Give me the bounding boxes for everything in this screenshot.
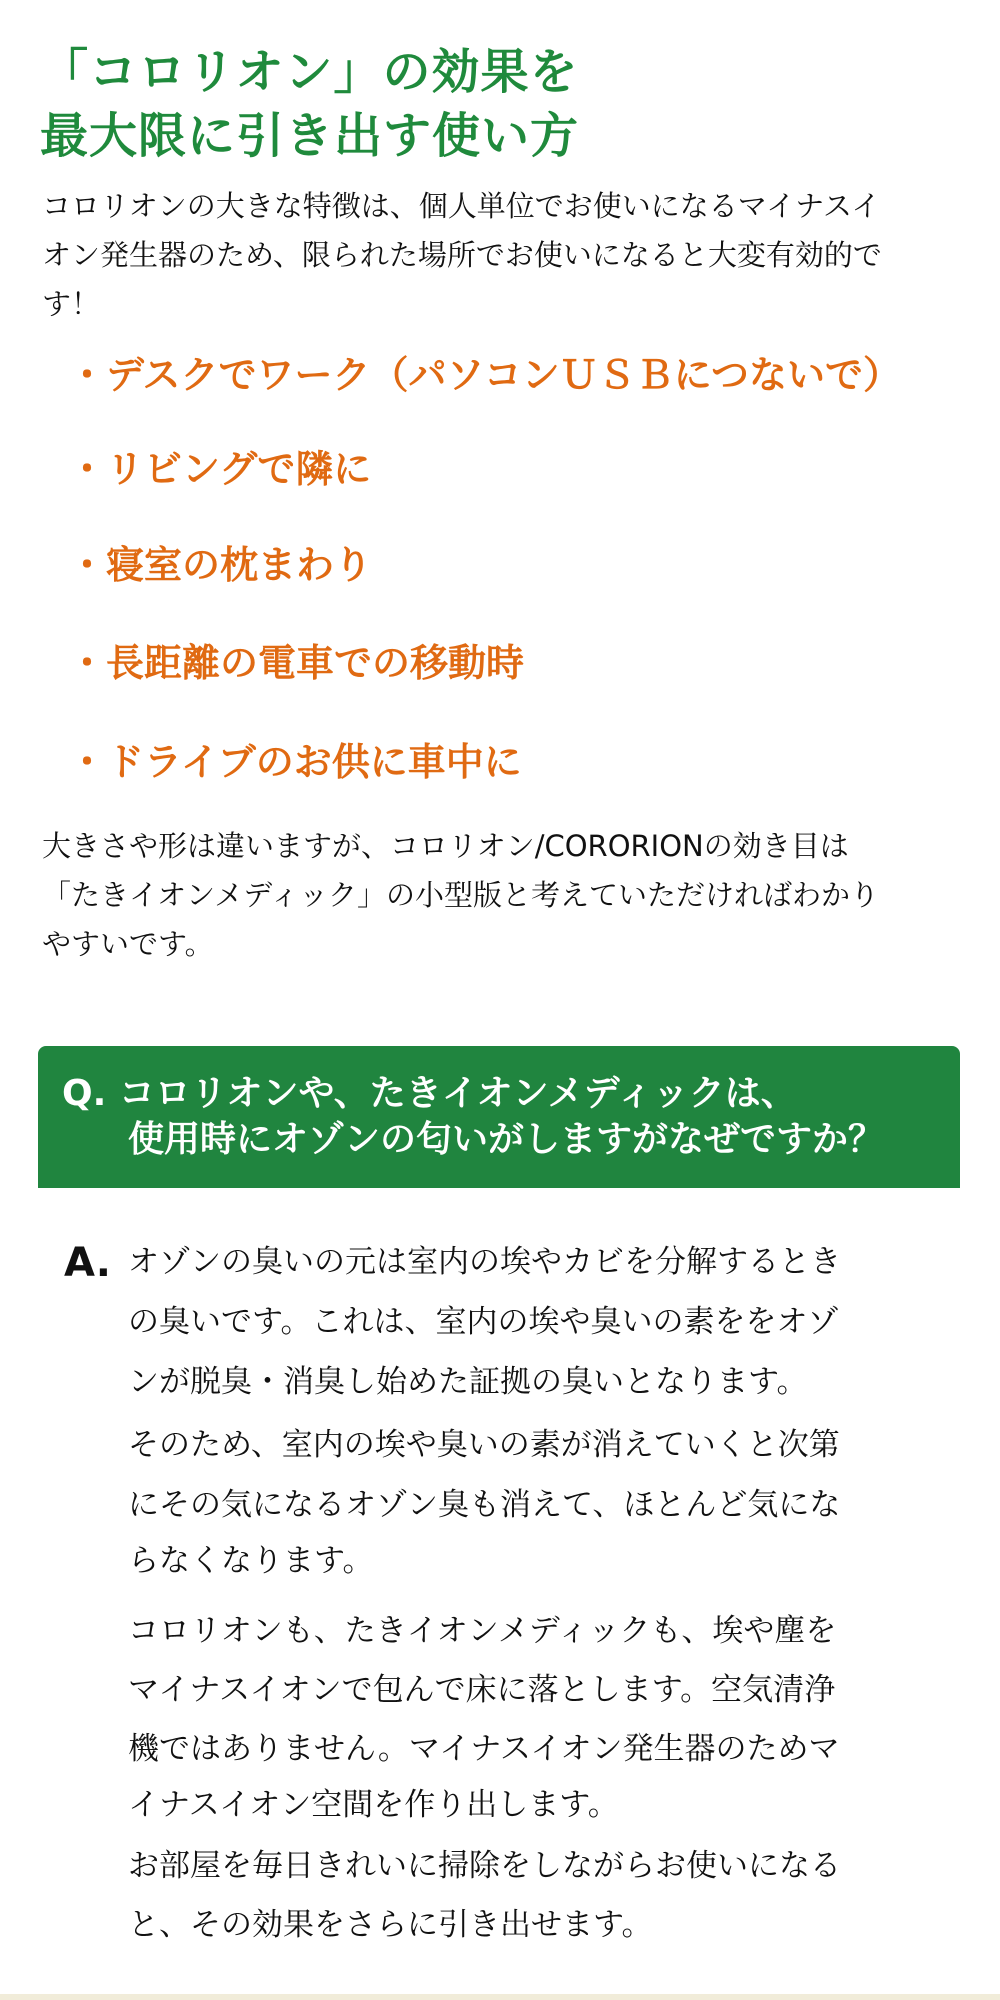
answer-line: そのため、室内の埃や臭いの素が消えていくと次第 (128, 1427, 840, 1463)
answer-line: マイナスイオンで包んで床に落とします。空気清浄 (128, 1672, 836, 1708)
note-line: 「たきイオンメディック」の小型版と考えていただければわかり (42, 878, 879, 912)
intro-line: す！ (42, 287, 101, 321)
faq-question-box (38, 1046, 960, 1188)
faq-question-line: 使用時にオゾンの匂いがしますがなぜですか？ (128, 1119, 885, 1160)
answer-line: コロリオンも、たきイオンメディックも、埃や塵を (128, 1613, 837, 1649)
answer-line: イナスイオン空間を作り出します。 (128, 1787, 619, 1823)
title-line: 最大限に引き出す使い方 (40, 108, 580, 164)
usage-item: ・リビングで隣に (68, 447, 372, 491)
answer-line: らなくなります。 (128, 1543, 374, 1579)
answer-line: ンが脱臭・消臭し始めた証拠の臭いとなります。 (128, 1364, 808, 1400)
note-line: 大きさや形は違いますが、コロリオン/CORORIONの効き目は (42, 829, 849, 863)
answer-line: お部屋を毎日きれいに掃除をしながらお使いになる (128, 1848, 841, 1884)
faq-question-line: Q. コロリオンや、たきイオンメディックは、 (62, 1073, 797, 1114)
answer-line: 機ではありません。マイナスイオン発生器のためマ (128, 1731, 840, 1767)
intro-line: コロリオンの大きな特徴は、個人単位でお使いになるマイナスイ (42, 189, 881, 223)
intro-line: オン発生器のため、限られた場所でお使いになると大変有効的で (42, 238, 882, 272)
answer-line: オゾンの臭いの元は室内の埃やカビを分解するとき (128, 1244, 841, 1280)
usage-item: ・ドライブのお供に車中に (68, 740, 522, 784)
title-line: 「コロリオン」の効果を (40, 44, 579, 100)
answer-line: と、その効果をさらに引き出せます。 (128, 1907, 653, 1943)
usage-item: ・長距離の電車での移動時 (68, 641, 525, 685)
usage-item: ・デスクでワーク（パソコンＵＳＢにつないで） (68, 353, 901, 397)
answer-line: の臭いです。これは、室内の埃や臭いの素ををオゾ (128, 1304, 839, 1340)
answer-line: にその気になるオゾン臭も消えて、ほとんど気にな (128, 1487, 841, 1523)
note-line: やすいです。 (42, 927, 214, 961)
usage-item: ・寝室の枕まわり (68, 543, 373, 587)
footer-divider (0, 1994, 1000, 2000)
answer-label: A. (64, 1240, 111, 1286)
